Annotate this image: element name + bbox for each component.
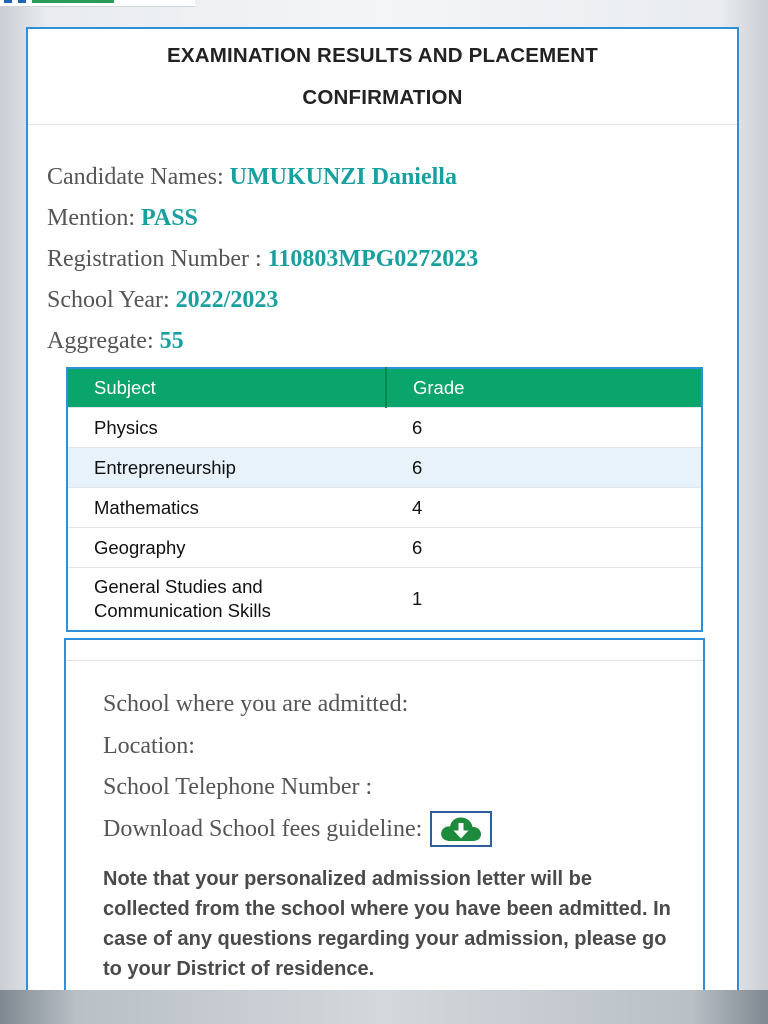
registration-label: Registration Number : — [47, 246, 262, 272]
candidate-info — [28, 125, 737, 362]
school-year-row — [47, 280, 737, 321]
cloud-download-icon — [438, 815, 484, 843]
school-telephone-label: School Telephone Number : — [103, 774, 373, 800]
aggregate-row — [47, 321, 737, 362]
grade-cell: 4 — [386, 488, 702, 528]
subject-cell: Entrepreneurship — [67, 448, 386, 488]
registration-value: 110803MPG0272023 — [267, 246, 479, 272]
download-fees-label: Download School fees guideline: — [103, 815, 423, 842]
panel-divider — [66, 660, 703, 661]
download-fees-button[interactable] — [430, 811, 492, 847]
school-year-value: 2022/2023 — [175, 287, 279, 313]
page-title-line1: EXAMINATION RESULTS AND PLACEMENT — [166, 44, 599, 67]
subject-cell-line1: General Studies and — [94, 576, 263, 597]
school-admitted-label: School where you are admitted: — [103, 691, 409, 717]
subject-column-header: Subject — [67, 368, 386, 408]
mention-label: Mention: — [47, 205, 135, 231]
location-label: Location: — [103, 732, 195, 759]
candidate-names-row — [47, 157, 737, 198]
subject-cell-line2: Communication Skills — [94, 600, 271, 621]
grade-cell: 6 — [386, 408, 702, 448]
candidate-names-label: Candidate Names: — [47, 164, 224, 190]
admission-panel — [64, 638, 705, 1024]
grade-cell: 6 — [386, 448, 702, 488]
candidate-names-value: UMUKUNZI Daniella — [229, 164, 457, 190]
card-header — [28, 29, 737, 125]
table-row — [67, 448, 702, 488]
mention-value: PASS — [141, 205, 198, 231]
aggregate-value: 55 — [159, 328, 184, 354]
admission-details — [103, 684, 492, 850]
table-header-row — [67, 368, 702, 408]
grade-column-header: Grade — [386, 368, 702, 408]
results-table — [66, 367, 703, 632]
school-admitted-row — [103, 684, 492, 726]
top-logo-strip — [0, 0, 195, 7]
location-row — [103, 726, 492, 768]
results-card — [26, 27, 739, 1024]
page-title-line2: CONFIRMATION — [302, 86, 463, 109]
mention-row — [47, 198, 737, 239]
table-row — [67, 568, 702, 632]
background-bottom-band — [0, 990, 768, 1024]
registration-row — [47, 239, 737, 280]
aggregate-label: Aggregate: — [47, 328, 154, 354]
table-row — [67, 488, 702, 528]
subject-cell: Mathematics — [67, 488, 386, 528]
table-row — [67, 528, 702, 568]
subject-cell — [67, 568, 386, 632]
grade-cell: 1 — [386, 568, 702, 632]
grade-cell: 6 — [386, 528, 702, 568]
table-row — [67, 408, 702, 448]
subject-cell: Geography — [67, 528, 386, 568]
school-year-label: School Year: — [47, 287, 170, 313]
school-telephone-row — [103, 767, 492, 809]
download-fees-row — [103, 809, 492, 851]
logo-fragment — [4, 0, 114, 3]
admission-note: Note that your personalized admission letter will be collected from the school where you have been admitted. In case of any questions regarding your admission, please go to your District of residence. — [103, 868, 671, 980]
subject-cell: Physics — [67, 408, 386, 448]
